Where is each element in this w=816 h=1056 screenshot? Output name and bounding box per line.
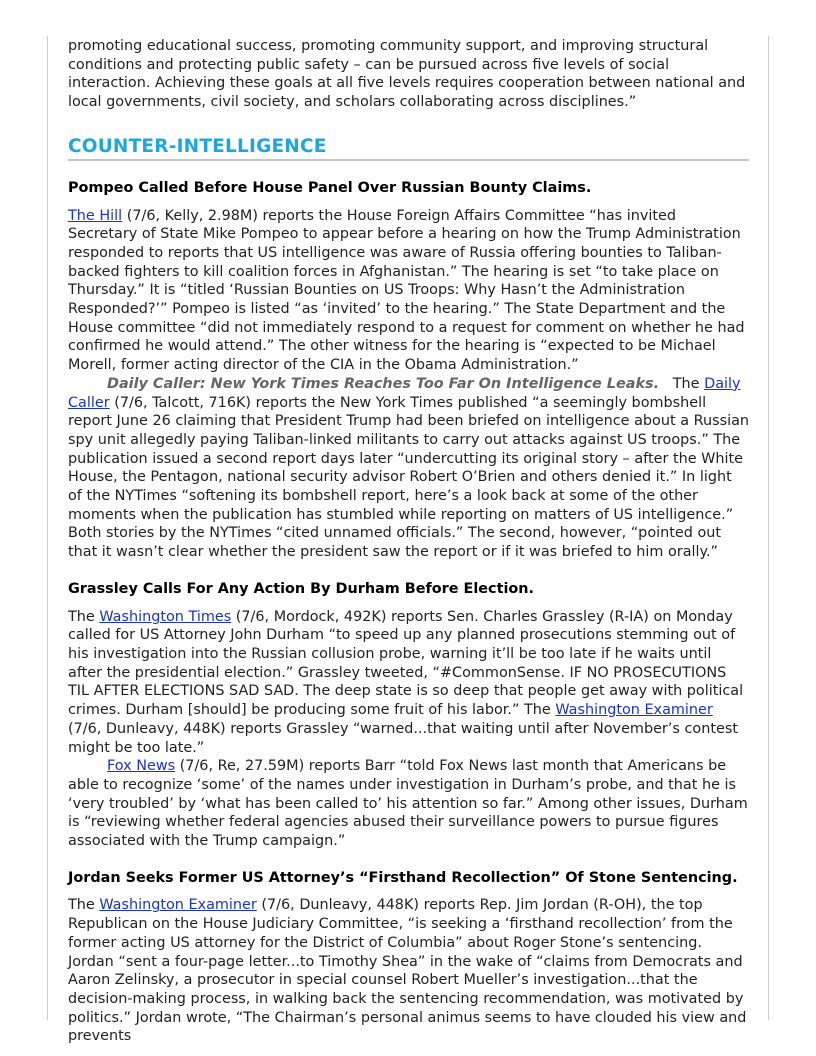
paragraph-text: (7/6, Kelly, 2.98M) reports the House Foreign Affairs Committee “has invited Secretary of State Mike Pompeo to appear before a hearing on how the Trump Administration responded to reports that US intelligence was aware of Russia offering bounties to Taliban-backed fighters to kill coalition forces in Afghanistan.” The hearing is set “to take place on Thursday.” It is “titled ‘Russian Bounties on US Troops: Why Hasn’t the Administration Responded?’” Pompeo is listed “as ‘invited’ to the hearing.” The State Department and the House committee “did not immediately respond to a request for comment on whether he had confirmed he would attend.” The other witness for the hearing is “expected to be Michael Morell, former acting director of the CIA in the Obama Administration.” [68, 207, 745, 374]
article-paragraph [68, 608, 749, 758]
source-link-washington-times[interactable]: Washington Times [99, 608, 232, 625]
left-margin-rule [47, 36, 48, 1020]
article-grassley [68, 580, 749, 851]
paragraph-text: The [68, 897, 100, 914]
intro-paragraph: promoting educational success, promoting community support, and improving structural conditions and protecting public safety – can be pursued across five levels of social interaction. Achieving these goals at all five levels requires cooperation between national and local governments, civil society, and scholars collaborating across disciplines.” [68, 38, 746, 111]
paragraph-text: (7/6, Talcott, 716K) reports the New York Times published “a seemingly bombshell report June 26 claiming that President Trump had been briefed on intelligence about a Russian spy unit allegedly paying Taliban-linked militants to carry out attacks against US troops.” The publication issued a second report days later “undercutting its original story – after the White House, the Pentagon, national security advisor Robert O’Brien and others denied it.” In light of the NYTimes “softening its bombshell report, here’s a look back at some of the other moments when the publication has stumbled while reporting on matters of US intelligence.” Both stories by the NYTimes “cited unnamed officials.” The second, however, “pointed out that it wasn’t clear whether the president saw the report or if it was briefed to him orally.” [68, 394, 750, 561]
article-paragraph [68, 896, 749, 1046]
subheadline: Daily Caller: New York Times Reaches Too Far On Intelligence Leaks. [107, 375, 660, 392]
paragraph-text: The [659, 375, 705, 392]
article-headline: Jordan Seeks Former US Attorney’s “Firsthand Recollection” Of Stone Sentencing. [68, 869, 738, 886]
article-paragraph [68, 207, 749, 375]
paragraph-text: (7/6, Mordock, 492K) reports Sen. Charles Grassley (R-IA) on Monday called for US Attorney John Durham “to speed up any planned prosecutions stemming out of his investigation into the Russian collusion probe, warning it’ll be too late if he waits until after the presidential election.” Grassley tweeted, “#CommonSense. IF NO PROSECUTIONS TIL AFTER ELECTIONS SAD SAD. The deep state is so deep that people get away with political crimes. Durham [should] be producing some fruit of his labor.” The [68, 608, 744, 719]
source-link-washington-examiner[interactable]: Washington Examiner [99, 897, 257, 914]
source-link-fox-news[interactable]: Fox News [107, 758, 176, 775]
right-margin-rule [768, 36, 769, 1020]
section-title: COUNTER-INTELLIGENCE [68, 136, 749, 161]
source-link-the-hill[interactable]: The Hill [68, 207, 123, 224]
article-headline: Grassley Calls For Any Action By Durham Before Election. [68, 580, 534, 597]
article-headline: Pompeo Called Before House Panel Over Russian Bounty Claims. [68, 179, 592, 196]
paragraph-text: (7/6, Dunleavy, 448K) reports Rep. Jim Jordan (R-OH), the top Republican on the House Judiciary Committee, “is seeking a ‘firsthand recollection’ from the former acting US attorney for the District of Columbia” about Roger Stone’s sentencing. Jordan “sent a four-page letter...to Timothy Shea” in the wake of “claims from Democrats and Aaron Zelinsky, a prosecutor in special counsel Robert Mueller’s investigation...that the decision-making process, in walking back the sentencing recommendation, was motivated by politics.” Jordan wrote, “The Chairman’s personal animus seems to have clouded his view and prevents [68, 897, 747, 1045]
article-paragraph [68, 375, 749, 562]
paragraph-text: (7/6, Re, 27.59M) reports Barr “told Fox News last month that Americans be able to recognize ‘some’ of the names under investigation in Durham’s probe, and that he is ‘very troubled’ by ‘what has been called to’ his attention so far.” Among other issues, Durham is “reviewing whether federal agencies abused their surveillance powers to pursue figures associated with the Trump campaign.” [68, 758, 748, 850]
paragraph-text: The [68, 608, 100, 625]
article-pompeo [68, 179, 749, 562]
document-body [68, 37, 749, 1046]
paragraph-text: (7/6, Dunleavy, 448K) reports Grassley “warned...that waiting until after November’s contest might be too late.” [68, 720, 738, 756]
article-paragraph [68, 757, 749, 851]
source-link-daily-caller[interactable]: Daily Caller [68, 375, 741, 411]
source-link-washington-examiner[interactable]: Washington Examiner [555, 702, 713, 719]
article-jordan [68, 869, 749, 1046]
